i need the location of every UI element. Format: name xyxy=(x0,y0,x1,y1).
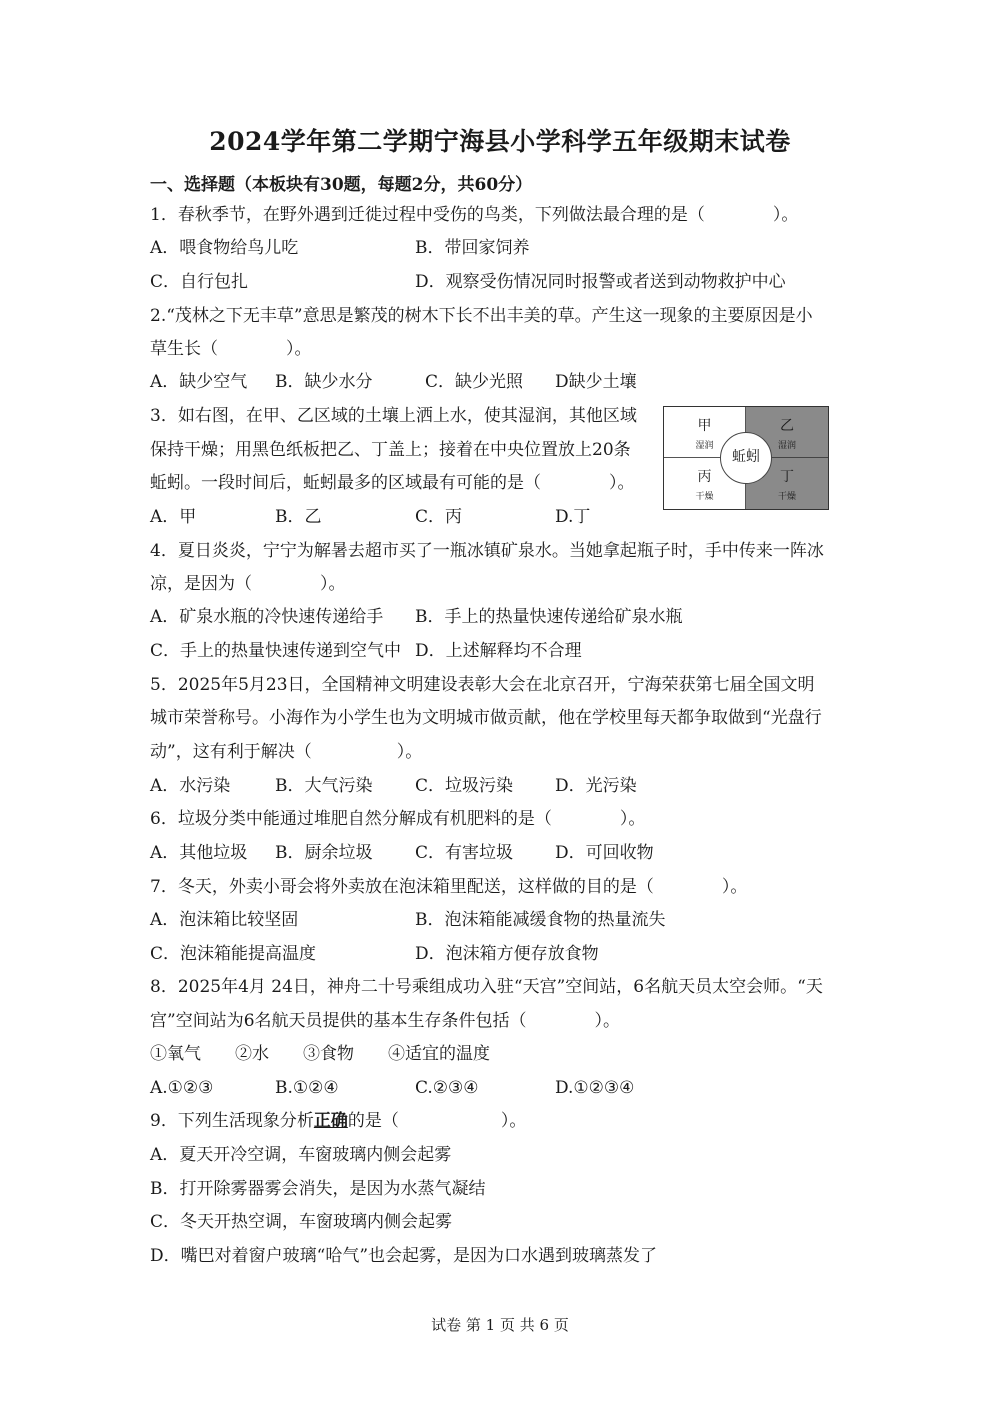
question-2-option-c: C．缺少光照 xyxy=(425,372,524,392)
question-6-option-d: D．可回收物 xyxy=(555,843,654,863)
question-2-option-a: A．缺少空气 xyxy=(150,372,248,392)
question-8-items: ①氧气 ②水 ③食物 ④适宜的温度 xyxy=(150,1044,490,1064)
question-3-option-c: C．丙 xyxy=(415,507,463,527)
question-9-option-b: B．打开除雾器雾会消失，是因为水蒸气凝结 xyxy=(150,1179,486,1199)
question-9-option-a: A．夏天开冷空调，车窗玻璃内侧会起雾 xyxy=(150,1145,452,1165)
question-4-option-b: B．手上的热量快速传递给矿泉水瓶 xyxy=(415,607,683,627)
region-label: 乙 xyxy=(780,418,794,434)
question-5-option-d: D．光污染 xyxy=(555,776,637,796)
section-heading: 一、选择题（本板块有30题，每题2分，共60分） xyxy=(150,175,533,195)
question-3-stem-line2: 保持干燥；用黑色纸板把乙、丁盖上；接着在中央位置放上20条 xyxy=(150,440,631,460)
earthworm-experiment-figure xyxy=(663,406,829,510)
question-4-option-d: D．上述解释均不合理 xyxy=(415,641,582,661)
question-1-option-c: C．自行包扎 xyxy=(150,272,249,292)
question-1-option-b: B．带回家饲养 xyxy=(415,238,530,258)
question-4-stem-line1: 4．夏日炎炎，宁宁为解暑去超市买了一瓶冰镇矿泉水。当她拿起瓶子时，手中传来一阵冰 xyxy=(150,541,824,561)
question-8-option-d: D.①②③④ xyxy=(555,1078,635,1098)
question-3-stem-line1: 3．如右图，在甲、乙区域的土壤上洒上水，使其湿润，其他区域 xyxy=(150,406,637,426)
question-2-option-d: D缺少土壤 xyxy=(555,372,637,392)
question-9-emphasis: 正确 xyxy=(313,1111,348,1131)
question-4-option-c: C．手上的热量快速传递到空气中 xyxy=(150,641,402,661)
question-3-option-d: D.丁 xyxy=(555,507,591,527)
region-state: 干燥 xyxy=(695,492,714,502)
region-state: 干燥 xyxy=(777,492,796,502)
question-5-option-b: B．大气污染 xyxy=(275,776,373,796)
center-circle: 蚯蚓 xyxy=(720,432,772,484)
question-5-option-a: A．水污染 xyxy=(150,776,231,796)
question-1-stem: 1．春秋季节，在野外遇到迁徙过程中受伤的鸟类，下列做法最合理的是（ ）。 xyxy=(150,205,799,225)
question-7-option-b: B．泡沫箱能减缓食物的热量流失 xyxy=(415,910,666,930)
question-6-option-b: B．厨余垃圾 xyxy=(275,843,373,863)
question-1-option-d: D．观察受伤情况同时报警或者送到动物救护中心 xyxy=(415,272,786,292)
question-9-stem-post: 的是（ ）。 xyxy=(347,1111,527,1131)
exam-title: 2024学年第二学期宁海县小学科学五年级期末试卷 xyxy=(209,127,791,156)
question-5-stem-line1: 5．2025年5月23日，全国精神文明建设表彰大会在北京召开，宁海荣获第七届全国文明 xyxy=(150,675,815,695)
question-8-option-a: A.①②③ xyxy=(150,1078,214,1098)
question-5-option-c: C．垃圾污染 xyxy=(415,776,514,796)
page-footer: 试卷 第 1 页 共 6 页 xyxy=(431,1316,569,1334)
question-6-stem: 6．垃圾分类中能通过堆肥自然分解成有机肥料的是（ ）。 xyxy=(150,809,646,829)
question-4-option-a: A．矿泉水瓶的冷快速传递给手 xyxy=(150,607,384,627)
question-3-stem-line3: 蚯蚓。一段时间后，蚯蚓最多的区域最有可能的是（ ）。 xyxy=(150,473,635,493)
question-3-option-b: B．乙 xyxy=(275,507,322,527)
question-6-option-a: A．其他垃圾 xyxy=(150,843,248,863)
question-6-option-c: C．有害垃圾 xyxy=(415,843,514,863)
question-5-stem-line3: 动”，这有利于解决（ ）。 xyxy=(150,742,423,762)
question-2-option-b: B．缺少水分 xyxy=(275,372,373,392)
question-9-stem-pre: 9．下列生活现象分析 xyxy=(150,1111,314,1131)
question-9-stem xyxy=(150,1110,526,1132)
question-7-option-a: A．泡沫箱比较坚固 xyxy=(150,910,299,930)
question-8-stem-line1: 8．2025年4月 24日，神舟二十号乘组成功入驻“天宫”空间站，6名航天员太空会师。“天 xyxy=(150,977,823,997)
question-7-stem: 7．冬天，外卖小哥会将外卖放在泡沫箱里配送，这样做的目的是（ ）。 xyxy=(150,877,748,897)
region-label: 丙 xyxy=(697,469,712,485)
question-9-option-c: C．冬天开热空调，车窗玻璃内侧会起雾 xyxy=(150,1212,453,1232)
question-2-stem-line2: 草生长（ ）。 xyxy=(150,339,312,359)
question-7-option-d: D．泡沫箱方便存放食物 xyxy=(415,944,599,964)
question-8-stem-line2: 宫”空间站为6名航天员提供的基本生存条件包括（ ）。 xyxy=(150,1011,621,1031)
region-label: 丁 xyxy=(780,469,794,485)
question-4-stem-line2: 凉，是因为（ ）。 xyxy=(150,574,346,594)
question-3-option-a: A．甲 xyxy=(150,507,197,527)
question-1-option-a: A．喂食物给鸟儿吃 xyxy=(150,238,299,258)
region-state: 湿润 xyxy=(777,441,796,451)
region-state: 湿润 xyxy=(695,441,714,451)
question-7-option-c: C．泡沫箱能提高温度 xyxy=(150,944,317,964)
region-label: 甲 xyxy=(697,418,712,434)
question-8-option-b: B.①②④ xyxy=(275,1078,339,1098)
question-5-stem-line2: 城市荣誉称号。小海作为小学生也为文明城市做贡献，他在学校里每天都争取做到“光盘行 xyxy=(150,708,822,728)
question-9-option-d: D．嘴巴对着窗户玻璃“哈气”也会起雾，是因为口水遇到玻璃蒸发了 xyxy=(150,1246,658,1266)
question-8-option-c: C.②③④ xyxy=(415,1078,479,1098)
question-2-stem-line1: 2.“茂林之下无丰草”意思是繁茂的树木下长不出丰美的草。产生这一现象的主要原因是小 xyxy=(150,306,813,326)
